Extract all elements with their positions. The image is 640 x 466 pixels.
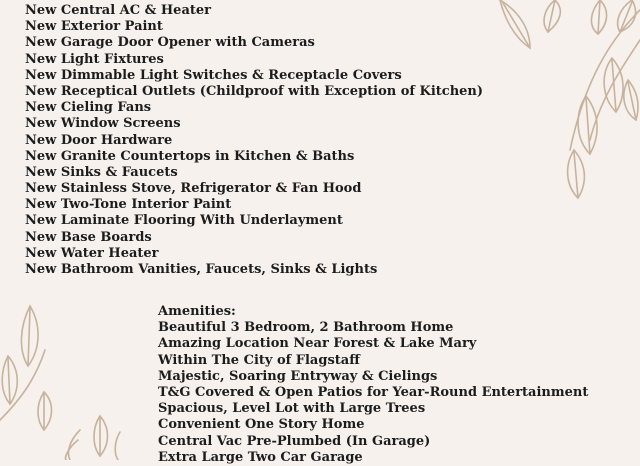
upgrade-item: New Dimmable Light Switches & Receptacle Covers (25, 67, 402, 83)
amenity-item: Central Vac Pre-Plumbed (In Garage) (158, 433, 431, 449)
leaf-branch-bottom-left-icon (0, 306, 120, 460)
amenity-item: Convenient One Story Home (158, 417, 365, 433)
amenity-item: Extra Large Two Car Garage (158, 449, 363, 465)
upgrade-item: New Two-Tone Interior Paint (25, 197, 232, 213)
amenity-item: T&G Covered & Open Patios for Year-Round Entertainment (158, 384, 589, 400)
amenities-section (158, 304, 588, 466)
upgrade-item: New Receptical Outlets (Childproof with Exception of Kitchen) (25, 83, 484, 99)
upgrades-list (25, 3, 483, 278)
upgrade-item: New Stainless Stove, Refrigerator & Fan Hood (25, 181, 362, 197)
upgrade-item: New Bathroom Vanities, Faucets, Sinks & Lights (25, 262, 378, 277)
upgrade-item: New Sinks & Faucets (25, 164, 178, 180)
upgrade-item: New Base Boards (25, 229, 152, 245)
amenities-list (158, 320, 588, 466)
upgrade-item: New Exterior Paint (25, 19, 163, 35)
leaf-branch-top-right-icon (500, 0, 640, 198)
amenity-item: Beautiful 3 Bedroom, 2 Bathroom Home (158, 320, 454, 336)
upgrade-item: New Door Hardware (25, 132, 173, 148)
amenity-item: Spacious, Level Lot with Large Trees (158, 401, 426, 417)
amenity-item: Amazing Location Near Forest & Lake Mary (158, 336, 477, 352)
amenities-heading: Amenities: (158, 304, 236, 319)
amenity-item: Majestic, Soaring Entryway & Cielings (158, 368, 438, 384)
upgrade-item: New Light Fixtures (25, 51, 164, 67)
upgrade-item: New Laminate Flooring With Underlayment (25, 213, 343, 229)
upgrade-item: New Garage Door Opener with Cameras (25, 35, 315, 51)
upgrade-item: New Water Heater (25, 245, 159, 261)
upgrade-item: New Cieling Fans (25, 100, 152, 116)
upgrade-item: New Central AC & Heater (25, 3, 212, 18)
upgrade-item: New Window Screens (25, 116, 181, 132)
upgrade-item: New Granite Countertops in Kitchen & Baths (25, 148, 355, 164)
amenity-item: Within The City of Flagstaff (158, 352, 360, 368)
